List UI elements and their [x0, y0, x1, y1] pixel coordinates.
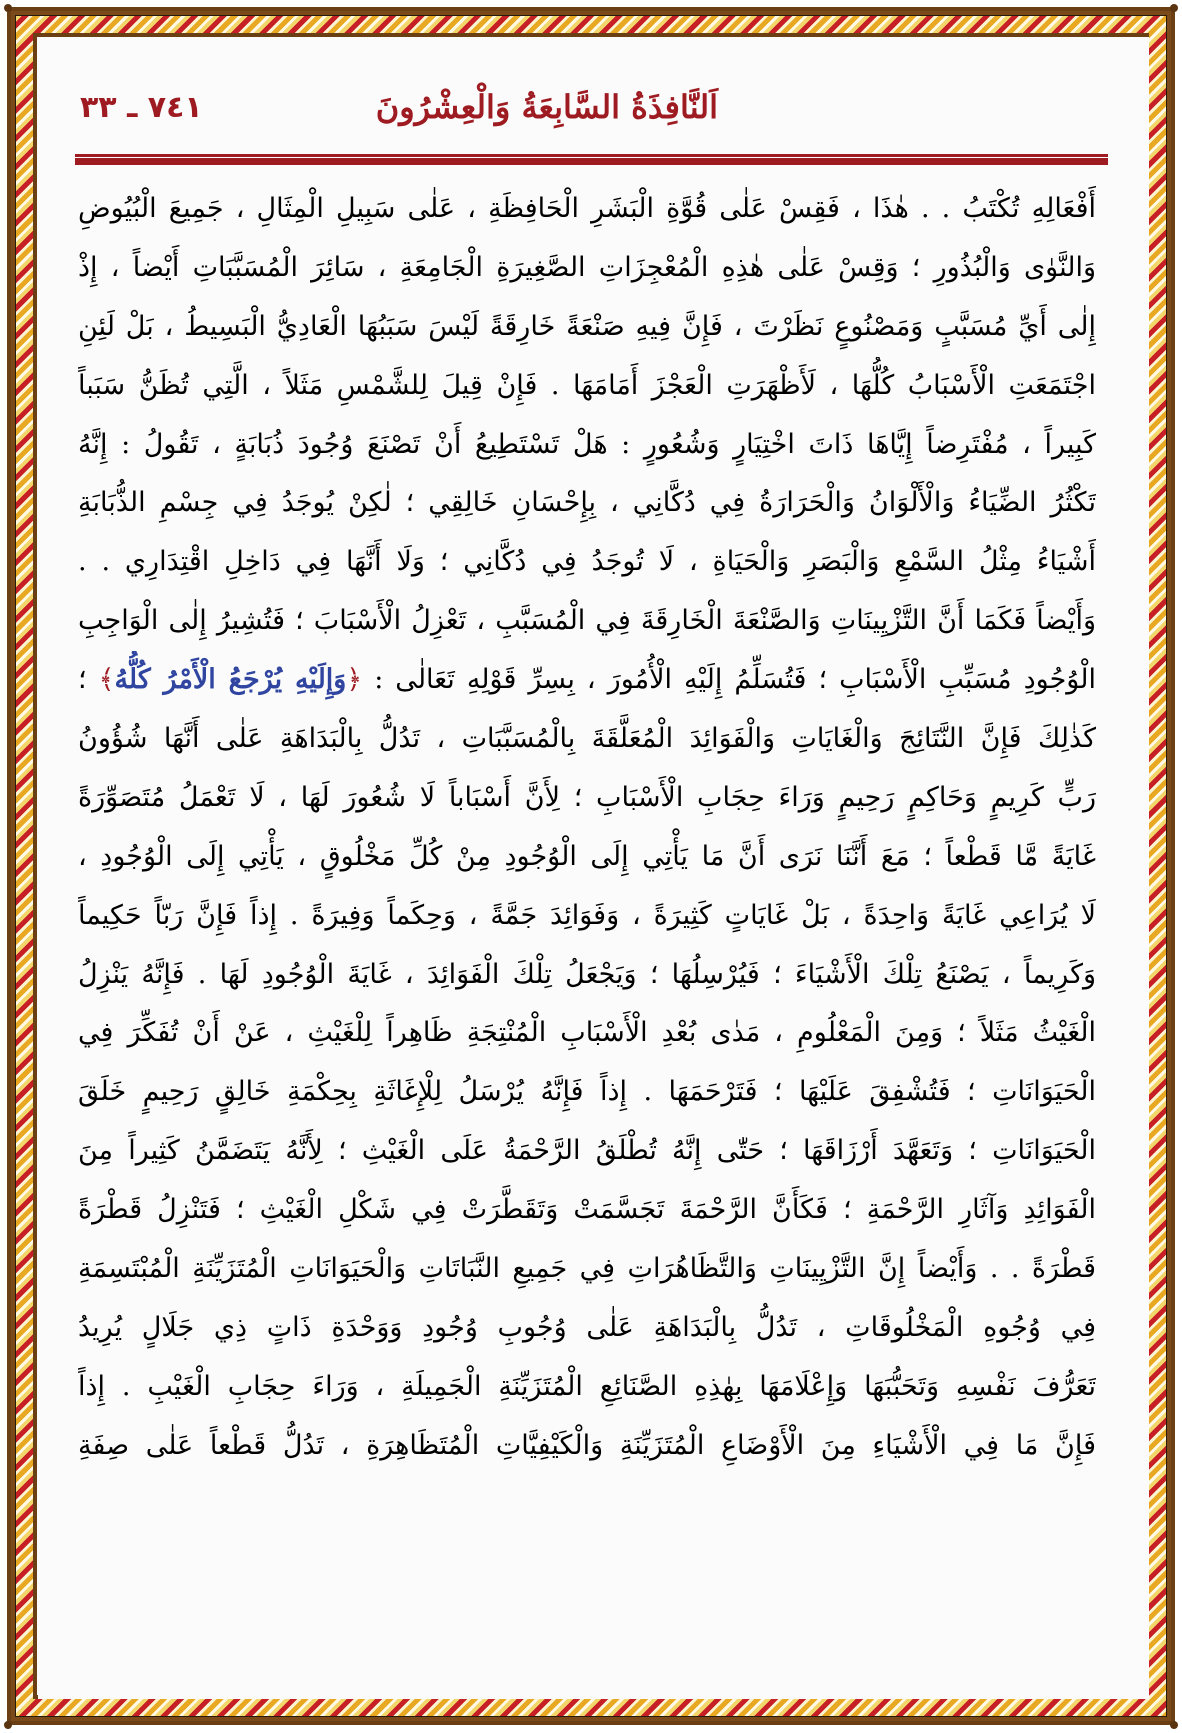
body-text	[78, 180, 1096, 1476]
ornate-bracket-open-icon: ﴿	[346, 664, 363, 696]
text-line: وَأَيْضاً فَكَمَا أَنَّ التَّزْيِينَاتِ وَالصَّنْعَةَ الْخَارِقَةَ فِي الْمُسَبَّبِ ، تَعْزِلُ الْأَسْبَابَ ؛ فَتُشِيرُ إِلٰى الْوَاجِبِ	[78, 605, 1096, 637]
text-line: وَكَرِيماً ، يَصْنَعُ تِلْكَ الْأَشْيَاءَ ؛ فَيُرْسِلُهَا ؛ وَيَجْعَلُ تِلْكَ الْفَوَائِدَ ، غَايَةَ الْوُجُودِ لَهَا . فَإِنَّهُ يَنْزِلُ	[78, 958, 1096, 990]
verse-trail-text: ؛	[78, 664, 99, 696]
verse-lead-text: الْوُجُودِ مُسَبِّبِ الْأَسْبَابِ ؛ فَتُسَلِّمُ إِلَيْهِ الْأُمُورَ ، بِسِرِّ قَوْلِهِ تَعَالٰى :	[362, 664, 1096, 696]
text-line: اجْتَمَعَتِ الْأَسْبَابُ كُلُّهَا ، لَأَظْهَرَتِ الْعَجْزَ أَمَامَهَا . فَإِنْ قِيلَ لِلشَّمْسِ مَثَلاً ، الَّتِي تُظَنُّ سَبَباً	[78, 369, 1096, 401]
ornate-bracket-close-icon: ﴾	[98, 664, 115, 696]
text-line: كَذٰلِكَ فَإِنَّ النَّتَائِجَ وَالْغَايَاتِ وَالْفَوَائِدَ الْمُعَلَّقَةَ بِالْمُسَبَّبَاتِ ، تَدُلُّ بِالْبَدَاهَةِ عَلٰى أَنَّهَا شُؤُونُ	[78, 723, 1096, 755]
header-rule-thin	[75, 154, 1108, 157]
text-line: فَإِنَّ مَا فِي الْأَشْيَاءِ مِنَ الْأَوْضَاعِ الْمُتَزَيِّنَةِ وَالْكَيْفِيَّاتِ الْمُتَظَاهِرَةِ ، تَدُلُّ قَطْعاً عَلٰى صِفَةِ	[78, 1429, 1096, 1461]
text-line: الْحَيَوَانَاتِ ؛ وَتَعَهَّدَ أَرْزَاقَهَا ؛ حَتّٰى إِنَّهُ تُطْلَقُ الرَّحْمَةُ عَلَى الْغَيْثِ ؛ لِأَنَّهُ يَتَضَمَّنُ كَثِيراً مِنَ	[78, 1135, 1096, 1167]
header-rule-thick	[75, 158, 1108, 165]
chapter-title: اَلنَّافِذَةُ السَّابِعَةُ وَالْعِشْرُونَ	[375, 88, 718, 126]
text-line: قَطْرَةً . . وَأَيْضاً إِنَّ التَّزْيِينَاتِ وَالتَّظَاهُرَاتِ فِي جَمِيعِ النَّبَاتَاتِ وَالْحَيَوَانَاتِ الْمُتَزَيِّنَةِ الْمُبْتَسِمَةِ	[78, 1253, 1096, 1285]
text-line: فِي وُجُوهِ الْمَخْلُوقَاتِ ، تَدُلُّ بِالْبَدَاهَةِ عَلٰى وُجُوبِ وُجُودِ وَوَحْدَةِ ذَاتٍ ذِي جَلَالٍ يُرِيدُ	[78, 1311, 1096, 1343]
text-line: الْفَوَائِدِ وَآثَارِ الرَّحْمَةِ ؛ فَكَأَنَّ الرَّحْمَةَ تَجَسَّمَتْ وَتَقَطَّرَتْ فِي شَكْلِ الْغَيْثِ ؛ فَتَنْزِلُ قَطْرَةً	[78, 1194, 1096, 1226]
page-header	[75, 88, 1108, 148]
corner-ornament-icon	[4, 1721, 12, 1729]
corner-ornament-icon	[1170, 1721, 1178, 1729]
text-line: غَايَةً مَّا قَطْعاً ؛ مَعَ أَنَّنَا نَرَى أَنَّ مَا يَأْتِي إِلَى الْوُجُودِ مِنْ كُلِّ مَخْلُوقٍ ، يَأْتِي إِلَى الْوُجُودِ ،	[78, 840, 1096, 872]
corner-ornament-icon	[1170, 4, 1178, 12]
text-line: تَعَرُّفَ نَفْسِهِ وَتَحَبُّبَهَا وَإِعْلَامَهَا بِهٰذِهِ الصَّنَائِعِ الْمُتَزَيِّنَةِ الْجَمِيلَةِ ، وَرَاءَ حِجَابِ الْغَيْبِ . إِذاً	[78, 1370, 1096, 1402]
text-line: كَبِيراً ، مُفْتَرِضاً إِيَّاهَا ذَاتَ اخْتِيَارٍ وَشُعُورٍ : هَلْ تَسْتَطِيعُ أَنْ تَصْنَعَ وُجُودَ ذُبَابَةٍ ، تَقُولُ : إِنَّهُ	[78, 428, 1096, 460]
text-line-with-verse	[78, 651, 1096, 710]
text-line: وَالنَّوٰى وَالْبُذُورِ ؛ وَقِسْ عَلٰى هٰذِهِ الْمُعْجِزَاتِ الصَّغِيرَةِ الْجَامِعَةِ ، سَائِرَ الْمُسَبَّبَاتِ أَيْضاً ، إِذْ	[78, 251, 1096, 283]
text-line: الْغَيْثُ مَثَلاً ؛ وَمِنَ الْمَعْلُومِ ، مَدٰى بُعْدِ الْأَسْبَابِ الْمُنْتِجَةِ ظَاهِراً لِلْغَيْثِ ، عَنْ أَنْ تُفَكِّرَ فِي	[78, 1017, 1096, 1049]
text-line: لَا يُرَاعِي غَايَةً وَاحِدَةً ، بَلْ غَايَاتٍ كَثِيرَةً ، وَفَوَائِدَ جَمَّةً ، وَحِكَماً وَفِيرَةً . إِذاً فَإِنَّ رَبّاً حَكِيماً	[78, 899, 1096, 931]
text-line: أَفْعَالِهِ تُكْتَبُ . . هٰذَا ، فَقِسْ عَلٰى قُوَّةِ الْبَشَرِ الْحَافِظَةِ ، عَلٰى سَبِيلِ الْمِثَالِ ، جَمِيعَ الْبُيُوضِ	[78, 193, 1096, 224]
text-line: الْحَيَوَانَاتِ ؛ فَتُشْفِقَ عَلَيْهَا ؛ فَتَرْحَمَهَا . إِذاً فَإِنَّهُ يُرْسَلُ لِلْإِغَاثَةِ بِحِكْمَةِ خَالِقٍ رَحِيمٍ خَلَقَ	[78, 1076, 1096, 1108]
page-number: ٧٤١ ـ ٣٣	[80, 90, 203, 125]
text-line: رَبٍّ كَرِيمٍ وَحَاكِمٍ رَحِيمٍ وَرَاءَ حِجَابِ الْأَسْبَابِ ؛ لِأَنَّ أَسْبَاباً لَا شُعُورَ لَهَا ، لَا تَعْمَلُ مُتَصَوِّرَةً	[78, 781, 1096, 813]
text-line: أَشْيَاءُ مِثْلُ السَّمْعِ وَالْبَصَرِ وَالْحَيَاةِ ، لَا تُوجَدُ فِي دُكَّانِي ؛ وَلَا أَنَّهَا فِي دَاخِلِ اقْتِدَارِي . .	[78, 546, 1096, 578]
text-line: تَكْثُرُ الضِّيَاءُ وَالْأَلْوَانُ وَالْحَرَارَةُ فِي دُكَّانِي ، بِإِحْسَانِ خَالِقِي ؛ لٰكِنْ يُوجَدُ فِي جِسْمِ الذُّبَابَةِ	[78, 487, 1096, 519]
text-line: إِلٰى أَيِّ مُسَبَّبٍ وَمَصْنُوعٍ نَظَرْتَ ، فَإِنَّ فِيهِ صَنْعَةً خَارِقَةً لَيْسَ سَبَبُهَا الْعَادِيُّ الْبَسِيطُ ، بَلْ لَئِنِ	[78, 310, 1096, 342]
corner-ornament-icon	[4, 4, 12, 12]
quran-verse: وَإِلَيْهِ يُرْجَعُ الْأَمْرُ كُلُّهُ	[114, 664, 347, 696]
